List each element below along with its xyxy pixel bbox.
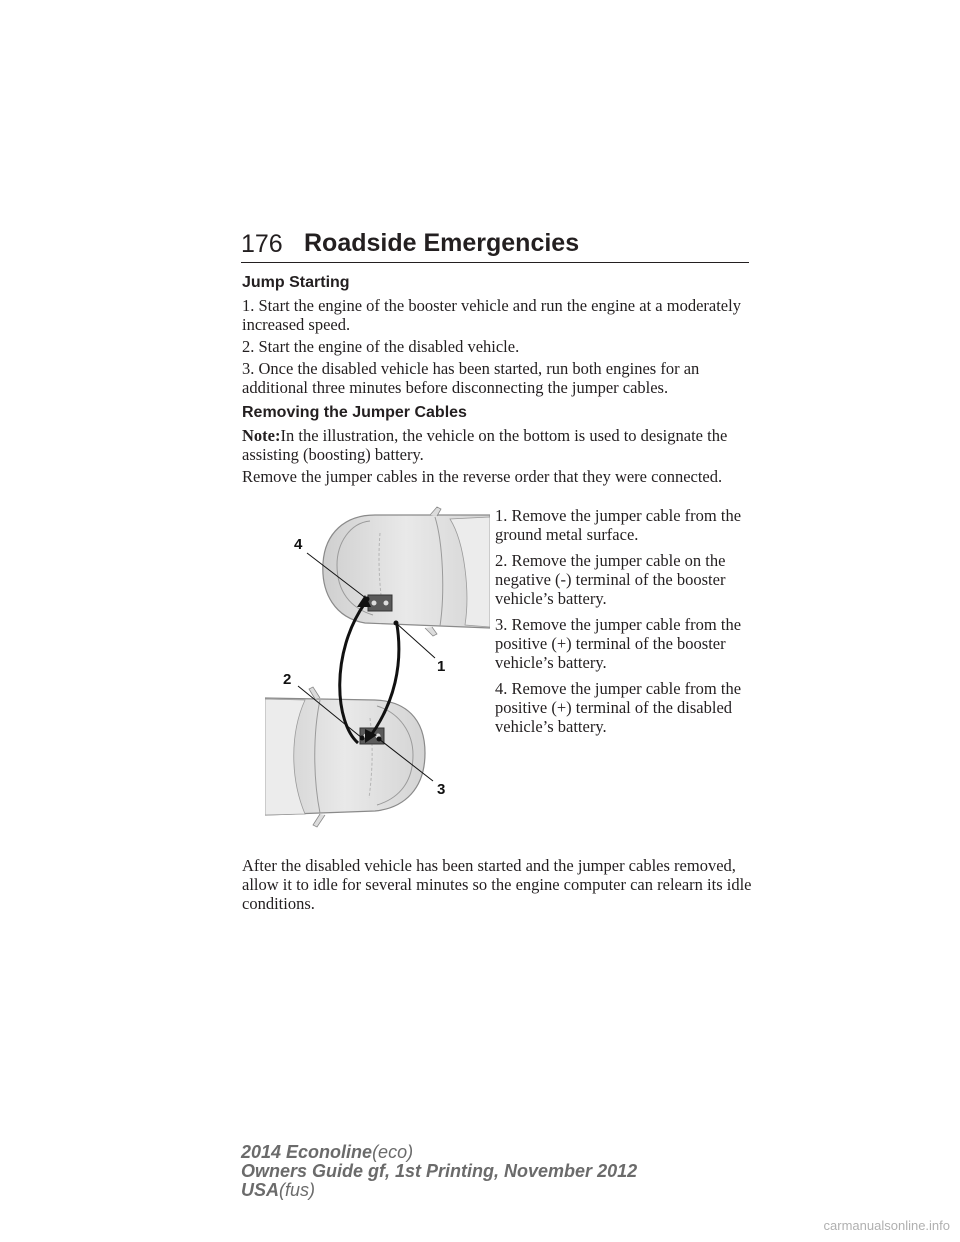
callout-1: 1 xyxy=(437,658,446,675)
booster-vehicle xyxy=(265,687,425,827)
terminal-dot-3 xyxy=(377,737,382,742)
jump-starting-heading: Jump Starting xyxy=(242,274,350,291)
jump-step-1: 1. Start the engine of the booster vehicle and run the engine at a moderately increased speed. xyxy=(242,296,741,334)
footer-market-line xyxy=(241,1181,315,1200)
page-number: 176 xyxy=(241,230,283,258)
after-paragraph: After the disabled vehicle has been started and the jumper cables removed, allow it to idle for several minutes so the engine computer can relearn its idle conditions. xyxy=(242,856,752,913)
note-label: Note: xyxy=(242,426,281,445)
removal-step-3: 3. Remove the jumper cable from the positive (+) terminal of the booster vehicle’s battery. xyxy=(495,615,742,672)
removal-step-4: 4. Remove the jumper cable from the positive (+) terminal of the disabled vehicle’s battery. xyxy=(495,679,742,736)
jumper-cable-illustration xyxy=(265,503,490,835)
footer-model-line xyxy=(241,1143,413,1162)
page-title: Roadside Emergencies xyxy=(304,229,580,257)
footer-printing-line xyxy=(241,1162,637,1181)
reverse-order-paragraph: Remove the jumper cables in the reverse order that they were connected. xyxy=(242,467,723,486)
callout-3: 3 xyxy=(437,781,446,798)
jump-step-3: 3. Once the disabled vehicle has been started, run both engines for an additional three minutes before disconnecting the jumper cables. xyxy=(242,359,700,397)
footer-market-code: (fus) xyxy=(279,1180,316,1200)
removal-steps-list xyxy=(495,506,750,743)
removing-cables-heading: Removing the Jumper Cables xyxy=(242,404,467,421)
terminal-dot-4 xyxy=(365,597,370,602)
footer-model-code: (eco) xyxy=(372,1142,414,1162)
terminal-dot-2 xyxy=(360,736,365,741)
footer-market: USA xyxy=(241,1180,280,1200)
note-paragraph xyxy=(242,426,747,464)
callout-2: 2 xyxy=(283,671,292,688)
terminal-dot-1 xyxy=(394,621,399,626)
note-text: In the illustration, the vehicle on the bottom is used to designate the assisting (boosting) battery. xyxy=(242,426,728,464)
jump-step-2: 2. Start the engine of the disabled vehicle. xyxy=(242,337,520,356)
removal-step-2: 2. Remove the jumper cable on the negative (-) terminal of the booster vehicle’s battery. xyxy=(495,551,726,608)
removal-step-1: 1. Remove the jumper cable from the ground metal surface. xyxy=(495,506,742,544)
watermark-link[interactable]: carmanualsonline.info xyxy=(823,1218,950,1233)
disabled-vehicle xyxy=(323,507,490,636)
header-rule xyxy=(241,262,749,263)
footer-printing: Owners Guide gf, 1st Printing, November 2012 xyxy=(241,1161,638,1181)
footer-model: 2014 Econoline xyxy=(241,1142,373,1162)
callout-4: 4 xyxy=(294,536,303,553)
